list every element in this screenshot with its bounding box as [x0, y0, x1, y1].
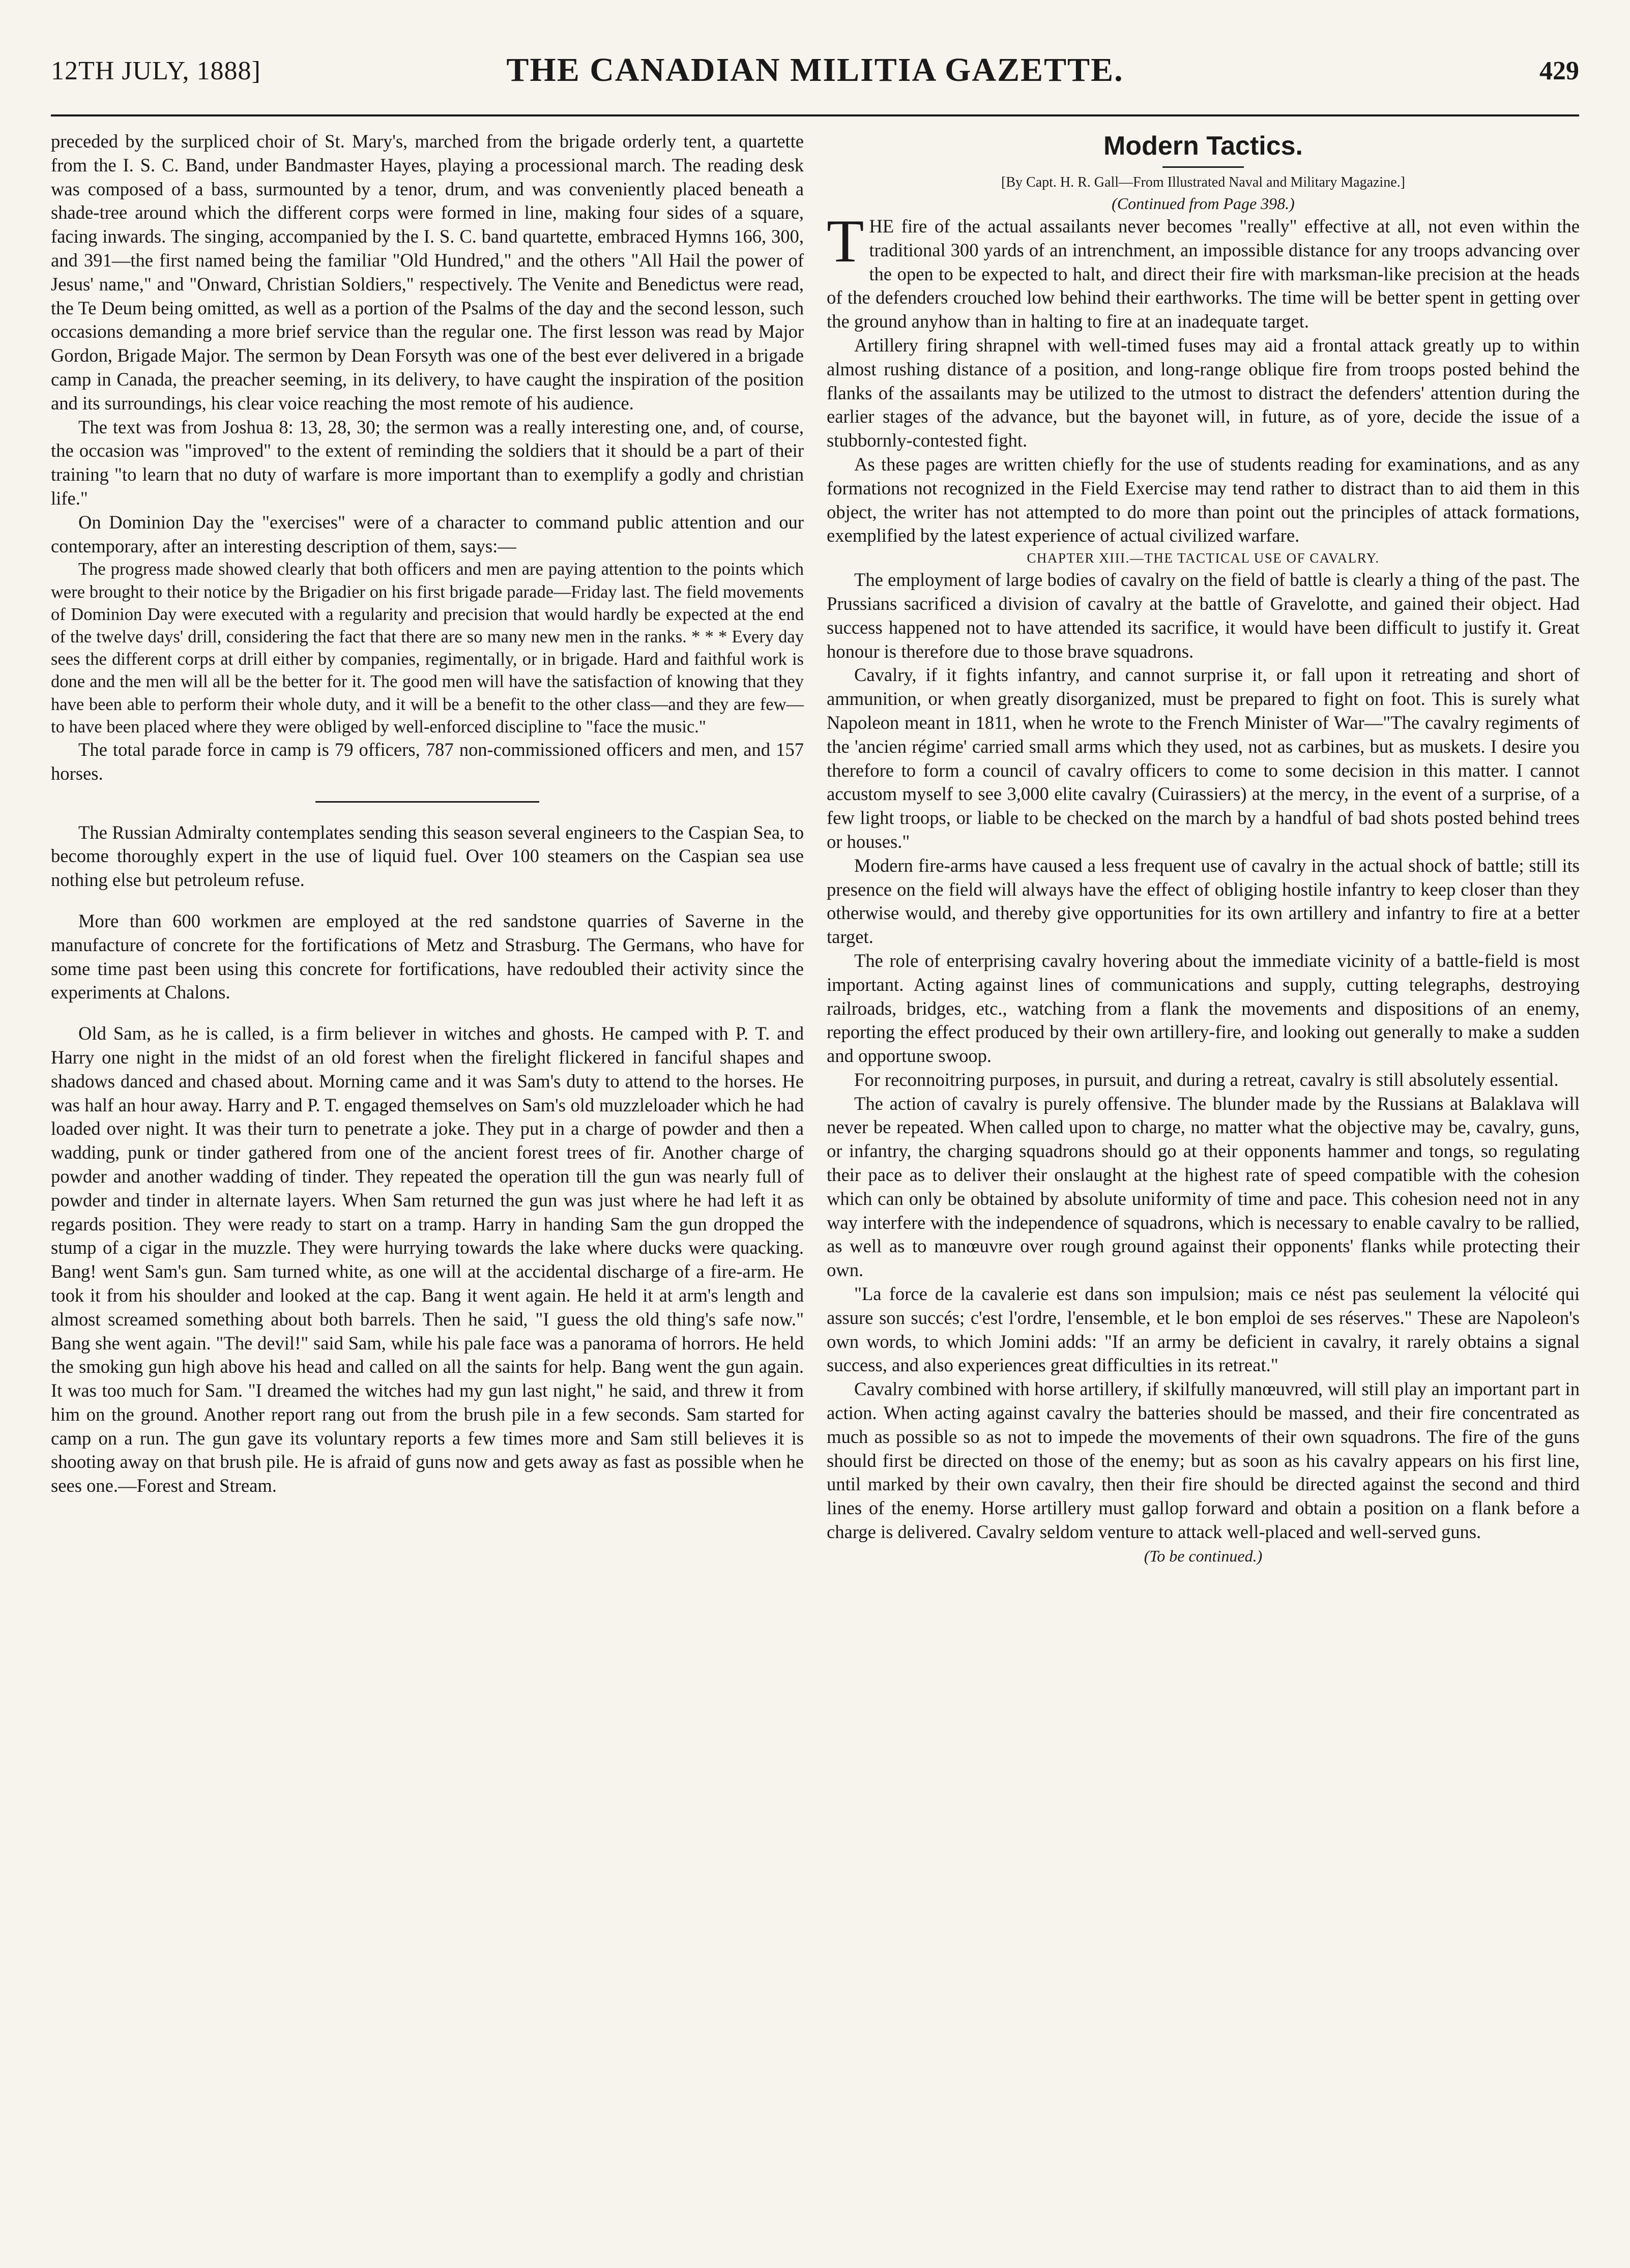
cavalry-paragraph-6: The action of cavalry is purely offensive. The blunder made by the Russians at Balaklava will never be repeated. When called upon to charge, no matter what the objective may be, cavalry, guns, or infantry, the charging squadrons should go at their opponents hammer and tongs, so regulating their pace as to deliver their onslaught at the highest rate of speed compatible with the cohesion which can only be obtained by absolute uniformity of time and pace. This cohesion need not in any way interfere with the independence of squadrons, which is necessary to enable cavalry to be rallied, as well as to manœuvre over rough ground against their opponents' flanks while protecting their own. — [827, 1093, 1580, 1281]
chapter-heading: CHAPTER XIII.—THE TACTICAL USE OF CAVALRY. — [1027, 550, 1380, 566]
quoted-report-paragraph: The progress made showed clearly that both officers and men are paying attention to the points which were brought to their notice by the Brigadier on his first brigade parade—Friday last. The field movements of Dominion Day were executed with a regularity and precision that would hardly be expected at the end of the twelve days' drill, considering the fact that there are so many new men in the ranks. * * * Every day sees the different corps at drill either by companies, regimentally, or in brigade. Hard and faithful work is done and the men will all be the better for it. The good men will have the satisfaction of knowing that they have been able to perform their whole duty, and it will be a benefit to the other class—and they are few—to have been placed where they were obliged by well-enforced discipline to "face the music." — [51, 559, 804, 737]
artillery-paragraph: Artillery firing shrapnel with well-timed fuses may aid a frontal attack greatly up to within almost rushing distance of a position, and long-range oblique fire from troops posted behind the flanks of the assailants may be utilized to the utmost to distract the defenders' attention during the earlier stages of the advance, but the bayonet will, in future, as of yore, decide the issue of a stubbornly-contested fight. — [827, 334, 1580, 451]
masthead — [51, 51, 1579, 107]
cavalry-paragraph-4: The role of enterprising cavalry hovering about the immediate vicinity of a battle-field is most important. Acting against lines of communications and supply, cutting telegraphs, destroying railroads, bridges, etc., watching from a flank the movements and dispositions of an enemy, reporting the effect produced by their own artillery-fire, and looking out generally to make a sudden and opportune swoop. — [827, 950, 1580, 1067]
left-column — [51, 130, 804, 1498]
header-rule — [51, 114, 1579, 116]
saverne-quarries-item: More than 600 workmen are employed at the red sandstone quarries of Saverne in the manufacture of concrete for the fortifications of Metz and Strasburg. The Germans, who have for some time past been using this concrete for fortifications, have redoubled their activity since the experiments at Chalons. — [51, 910, 804, 1003]
publication-title: THE CANADIAN MILITIA GAZETTE. — [506, 51, 1124, 89]
dominion-day-paragraph: On Dominion Day the "exercises" were of a character to command public attention and our contemporary, after an interesting description of them, says:— — [51, 511, 804, 556]
article-byline: [By Capt. H. R. Gall—From Illustrated Naval and Military Magazine.] — [1001, 174, 1405, 190]
title-rule — [1162, 166, 1244, 168]
cavalry-paragraph-1: The employment of large bodies of cavalry on the field of battle is clearly a thing of the past. The Prussians sacrificed a division of cavalry at the battle of Gravelotte, and gained their object. Had success happened not to have attended its sacrifice, it would have been difficult to justify it. Great honour is therefore due to those brave squadrons. — [827, 569, 1580, 662]
article-title: Modern Tactics. — [1103, 131, 1303, 161]
cavalry-paragraph-3: Modern fire-arms have caused a less frequent use of cavalry in the actual shock of battle; still its presence on the field will always have the effect of obliging hostile infantry to keep closer than they otherwise would, and thereby give opportunities for its own artillery and infantry to fire at a better target. — [827, 855, 1580, 948]
russian-admiralty-item: The Russian Admiralty contemplates sending this season several engineers to the Caspian Sea, to become thoroughly expert in the use of liquid fuel. Over 100 steamers on the Caspian sea use nothing else but petroleum refuse. — [51, 821, 804, 891]
cavalry-paragraph-2: Cavalry, if it fights infantry, and cannot surprise it, or fall upon it retreating and short of ammunition, or when greatly disorganized, must be prepared to fight on foot. This is surely what Napoleon meant in 1811, when he wrote to the French Minister of War—"The cavalry regiments of the 'ancien régime' carried small arms which they used, not as carbines, but as muskets. I desire you therefore to form a council of cavalry officers to come to some decision in this matter. I cannot accustom myself to see 3,000 elite cavalry (Cuirassiers) at the mercy, in the event of a surprise, of a few light troops, or liable to be checked on the march by a handful of bad shots posted behind trees or houses." — [827, 664, 1580, 852]
cavalry-paragraph-5: For reconnoitring purposes, in pursuit, and during a retreat, cavalry is still absolutely essential. — [854, 1069, 1559, 1090]
tactics-paragraph-1 — [827, 207, 1580, 334]
parade-force-paragraph: The total parade force in camp is 79 officers, 787 non-commissioned officers and men, and 157 horses. — [51, 739, 804, 784]
page-number: 429 — [1539, 56, 1579, 85]
right-column — [827, 130, 1580, 1568]
continued-note: (Continued from Page 398.) — [1112, 194, 1295, 213]
drop-cap: T — [827, 207, 864, 275]
cavalry-paragraph-7: "La force de la cavalerie est dans son impulsion; mais ce nést pas seulement la vélocité qui assure son succés; c'est l'ordre, l'ensemble, et le bon emploi de ses réserves." These are Napoleon's own words, to which Jomini adds: "If an army be deficient in cavalry, it rarely obtains a signal success, and also experiences great difficulties in its retreat." — [827, 1283, 1580, 1376]
cavalry-paragraph-8: Cavalry combined with horse artillery, if skilfully manœuvred, will still play an important part in action. When acting against cavalry the batteries should be massed, and their fire concentrated as much as possible so as not to impede the movements of their own squadrons. The fire of the guns should first be directed on those of the enemy; but as soon as his cavalry appears on his first line, until marked by their own cavalry, then their fire should be directed against the second and third lines of the enemy. Horse artillery must gallop forward and obtain a position on a flank before a charge is delivered. Cavalry seldom venture to attack well-placed and well-served guns. — [827, 1378, 1580, 1543]
students-paragraph: As these pages are written chiefly for the use of students reading for examinations, and as any formations not recognized in the Field Exercise may tend rather to distract than to aid them in this object, the writer has not attempted to do more than point out the principles of attack formations, exemplified by the latest experience of actual civilized warfare. — [827, 453, 1580, 546]
issue-date: 12TH JULY, 1888] — [51, 56, 261, 85]
to-be-continued: (To be continued.) — [1144, 1546, 1263, 1565]
camp-report-paragraph: preceded by the surpliced choir of St. Mary's, marched from the brigade orderly tent, a quartette from the I. S. C. Band, under Bandmaster Hayes, playing a processional march. The reading desk was composed of a bass, surmounted by a tenor, drum, and was conveniently placed beneath a shade-tree around which the different corps were formed in line, making four sides of a square, facing inwards. The singing, accompanied by the I. S. C. band quartette, embraced Hymns 166, 300, and 391—the first named being the familiar "Old Hundred," and the others "All Hail the power of Jesus' name," and "Onward, Christian Soldiers," respectively. The Venite and Benedictus were read, the Te Deum being omitted, as well as a portion of the Psalms of the day and the second lesson, such occasions demanding a more brief service than the regular one. The first lesson was read by Major Gordon, Brigade Major. The sermon by Dean Forsyth was one of the best ever delivered in a brigade camp in Canada, the preacher seeming, in its delivery, to have caught the inspiration of the position and its surroundings, his clear voice reaching the most remote of his audience. — [51, 131, 804, 414]
section-divider — [315, 801, 539, 803]
tactics-paragraph-1-text: HE fire of the actual assailants never becomes "really" effective at all, not even within the traditional 300 yards of an intrenchment, an impossible distance for any troops advancing over the open to be expected to halt, and direct their fire with marksman-like precision at the heads of the defenders crouched low behind their earthworks. The time will be better spent in getting over the ground anyhow than in halting to fire at an inadequate target. — [827, 216, 1580, 332]
sermon-paragraph: The text was from Joshua 8: 13, 28, 30; the sermon was a really interesting one, and, of course, the occasion was "improved" to the extent of reminding the soldiers that it should be a part of their training "to learn that no duty of warfare is more important than to exemplify a godly and christian life." — [51, 416, 804, 509]
old-sam-story: Old Sam, as he is called, is a firm believer in witches and ghosts. He camped with P. T. and Harry one night in the midst of an old forest when the firelight flickered in fanciful shapes and shadows danced and chased about. Morning came and it was Sam's duty to attend to the horses. He was half an hour away. Harry and P. T. engaged themselves on Sam's old muzzleloader which he had loaded over night. It was their turn to penetrate a joke. They put in a charge of powder and then a wadding, punk or tinder gathered from one of the ancient forest trees of fir. Another charge of powder and another wadding of tinder. They repeated the operation till the gun was nearly full of powder and tinder in alternate layers. When Sam returned the gun was just where he had left it as regards position. They were ready to start on a tramp. Harry in handing Sam the gun dropped the stump of a cigar in the muzzle. They were hurrying towards the lake where ducks were quacking. Bang! went Sam's gun. Sam turned white, as one will at the accidental discharge of a fire-arm. He took it from his shoulder and looked at the cap. Bang it went again. He held it at arm's length and almost screamed something about both barrels. Then he said, "I guess the old thing's safe now." Bang she went again. "The devil!" said Sam, while his pale face was a panorama of horrors. He held the smoking gun high above his head and called on all the saints for help. Bang went the gun again. It was too much for Sam. "I dreamed the witches had my gun last night," he said, and threw it from him on the ground. Another report rang out from the brush pile in a few seconds. Sam started for camp on a run. The gun gave its voluntary reports a few times more and Sam still believes it is shooting away on that brush pile. He is afraid of guns now and gets away as fast as possible when he sees one.—Forest and Stream. — [51, 1023, 804, 1496]
